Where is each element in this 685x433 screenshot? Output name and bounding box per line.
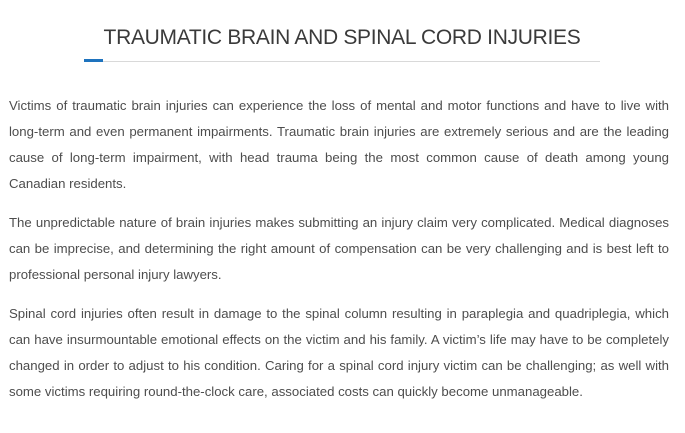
section-header bbox=[84, 0, 600, 62]
paragraph-injury-claims: The unpredictable nature of brain injuries makes submitting an injury claim very complicated. Medical diagnoses can be imprecise, and determining the right amount of compensation can be very challenging and is best left to professional personal injury lawyers. bbox=[9, 215, 669, 282]
page-title: TRAUMATIC BRAIN AND SPINAL CORD INJURIES bbox=[103, 26, 581, 49]
paragraph-brain-injuries: Victims of traumatic brain injuries can experience the loss of mental and motor functions and have to live with long-term and even permanent impairments. Traumatic brain injuries are extremely serious and are the leading cause of long-term impairment, with head trauma being the most common cause of death among young Canadian residents. bbox=[9, 98, 669, 191]
article-body bbox=[9, 93, 669, 418]
title-divider bbox=[84, 61, 600, 62]
paragraph-spinal-cord-injuries: Spinal cord injuries often result in damage to the spinal column resulting in paraplegia and quadriplegia, which can have insurmountable emotional effects on the victim and his family. A victim’s life may have to be completely changed in order to adjust to his condition. Caring for a spinal cord injury victim can be challenging; as well with some victims requiring round-the-clock care, associated costs can quickly become unmanageable. bbox=[9, 306, 669, 399]
title-accent-bar bbox=[84, 59, 103, 62]
